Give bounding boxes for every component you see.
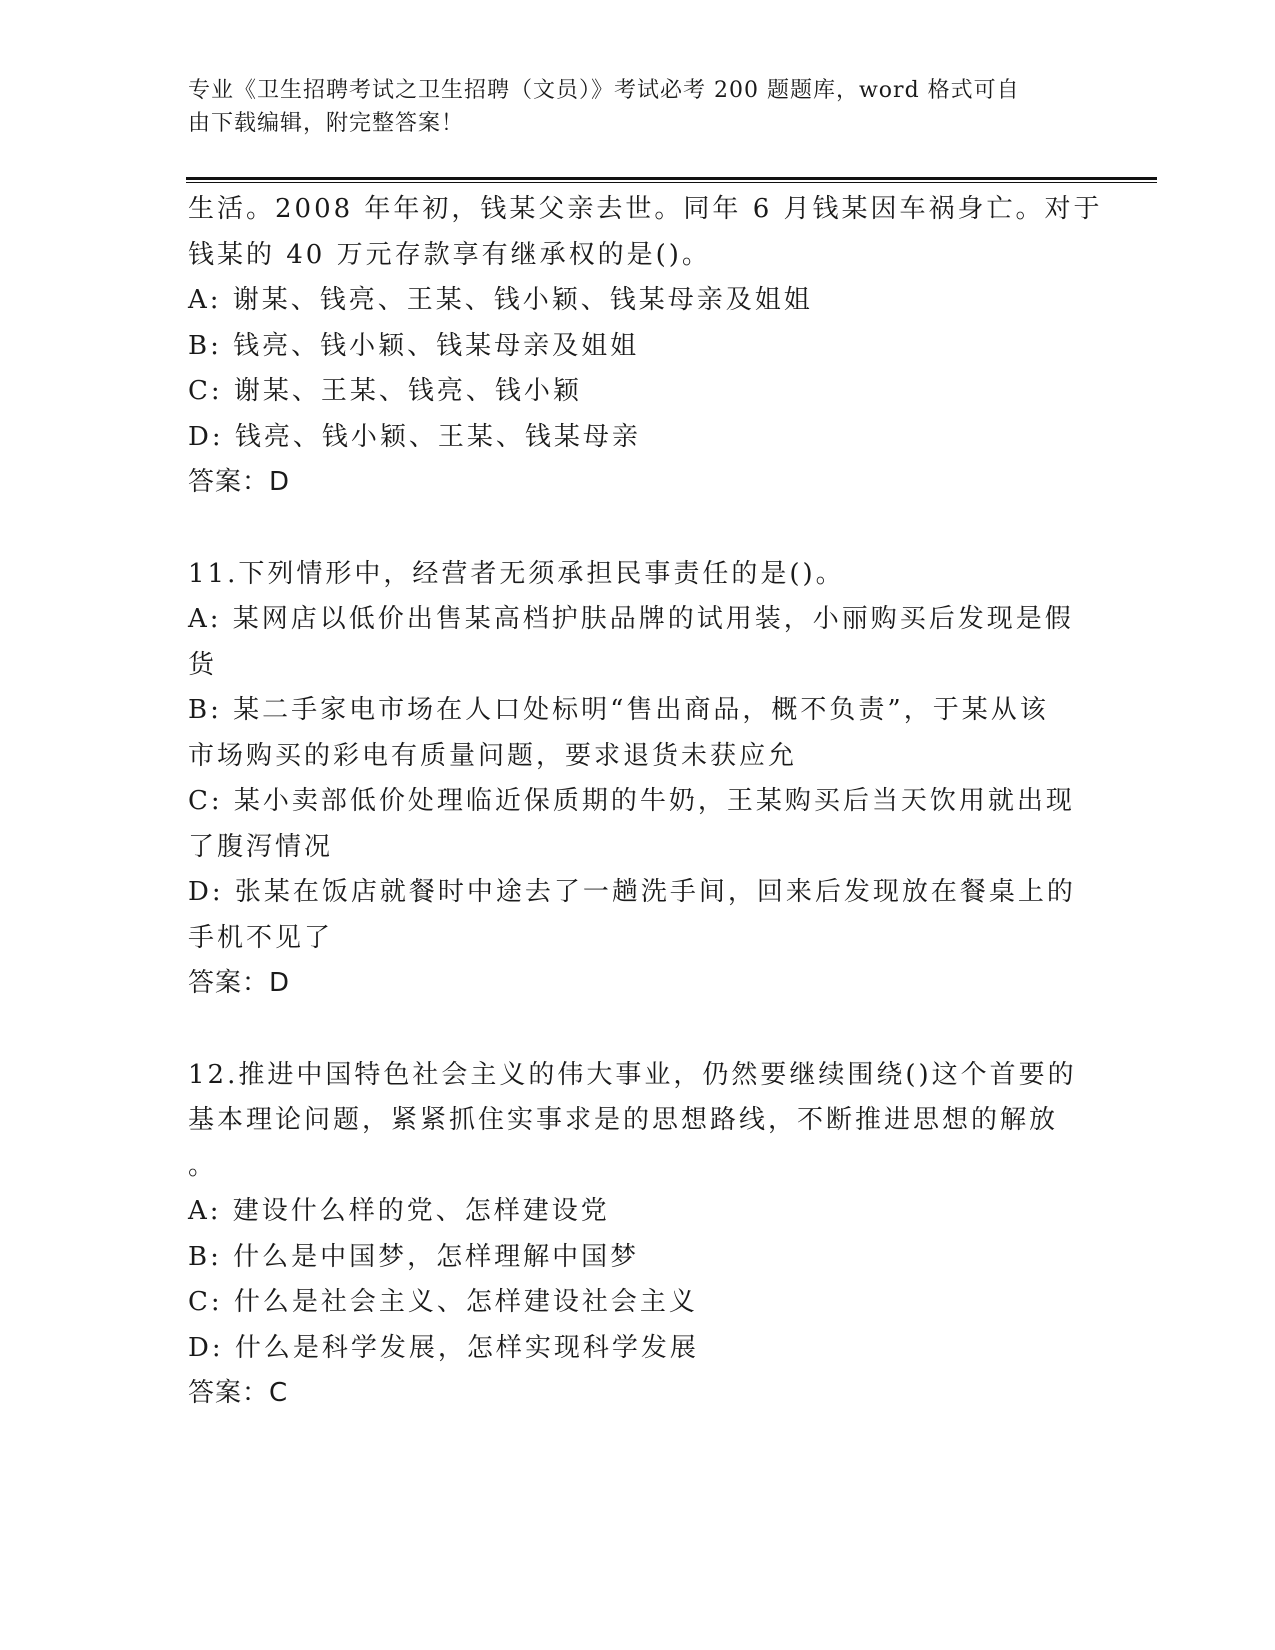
question-10 bbox=[188, 187, 1103, 506]
header-divider-thin bbox=[186, 182, 1157, 183]
header-divider bbox=[186, 177, 1157, 180]
option-a: A: 建设什么样的党、怎样建设党 bbox=[188, 1196, 610, 1226]
option-d-cont: 手机不见了 bbox=[188, 922, 334, 953]
answer: 答案：C bbox=[188, 1378, 289, 1408]
spacer bbox=[188, 506, 1078, 552]
header-line: 由下载编辑，附完整答案！ bbox=[188, 111, 465, 136]
question-stem: 12.推进中国特色社会主义的伟大事业，仍然要继续围绕()这个首要的 bbox=[188, 1059, 1077, 1090]
question-stem: 基本理论问题，紧紧抓住实事求是的思想路线，不断推进思想的解放 bbox=[188, 1105, 1059, 1135]
option-b: B: 某二手家电市场在人口处标明“售出商品，概不负责”，于某从该 bbox=[188, 695, 1049, 725]
question-stem: 11.下列情形中，经营者无须承担民事责任的是()。 bbox=[188, 558, 845, 589]
option-b: B: 钱亮、钱小颖、钱某母亲及姐姐 bbox=[188, 330, 640, 361]
option-c: C: 某小卖部低价处理临近保质期的牛奶，王某购买后当天饮用就出现 bbox=[188, 786, 1075, 816]
option-b-cont: 市场购买的彩电有质量问题，要求退货未获应允 bbox=[188, 740, 798, 771]
question-body bbox=[188, 187, 1103, 1417]
option-d: D: 张某在饭店就餐时中途去了一趟洗手间，回来后发现放在餐桌上的 bbox=[188, 877, 1076, 907]
option-d: D: 钱亮、钱小颖、王某、钱某母亲 bbox=[188, 421, 641, 452]
option-d: D: 什么是科学发展，怎样实现科学发展 bbox=[188, 1332, 699, 1363]
question-12 bbox=[188, 1053, 1078, 1417]
question-11 bbox=[188, 552, 1078, 1007]
option-c: C: 谢某、王某、钱亮、钱小颖 bbox=[188, 376, 582, 406]
question-stem: 钱某的 40 万元存款享有继承权的是()。 bbox=[188, 239, 711, 270]
option-c: C: 什么是社会主义、怎样建设社会主义 bbox=[188, 1287, 698, 1317]
option-a: A: 某网店以低价出售某高档护肤品牌的试用装，小丽购买后发现是假 bbox=[188, 604, 1074, 634]
question-stem: 生活。2008 年年初，钱某父亲去世。同年 6 月钱某因车祸身亡。对于 bbox=[188, 194, 1103, 224]
page-header bbox=[188, 74, 1068, 140]
option-b: B: 什么是中国梦，怎样理解中国梦 bbox=[188, 1241, 640, 1272]
option-c-cont: 了腹泻情况 bbox=[188, 831, 334, 862]
spacer bbox=[188, 1007, 1078, 1053]
header-line: 专业《卫生招聘考试之卫生招聘（文员）》考试必考 200 题题库，word 格式可自 bbox=[188, 78, 1020, 103]
question-stem: 。 bbox=[188, 1150, 218, 1181]
answer: 答案：D bbox=[188, 467, 291, 497]
option-a-cont: 货 bbox=[188, 649, 218, 680]
option-a: A: 谢某、钱亮、王某、钱小颖、钱某母亲及姐姐 bbox=[188, 285, 813, 315]
answer: 答案：D bbox=[188, 968, 291, 998]
